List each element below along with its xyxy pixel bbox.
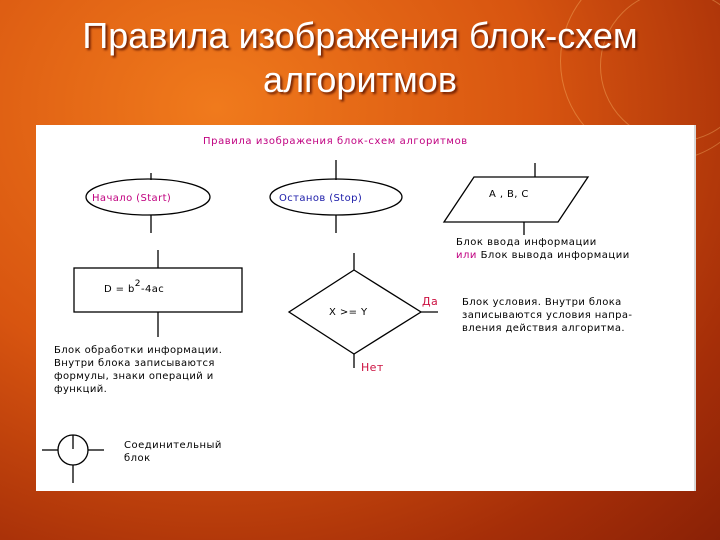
process-description-line: Блок обработки информации. [54, 345, 223, 356]
slide-title [0, 14, 720, 102]
process-description-line: формулы, знаки операций и [54, 371, 214, 382]
diagram-header: Правила изображения блок-схем алгоритмов [203, 136, 468, 147]
process-description-line: Внутри блока записываются [54, 358, 215, 369]
io-block-text: А , В, С [489, 189, 529, 200]
process-formula-rest: -4ac [140, 284, 165, 295]
decision-no-label: Нет [361, 361, 384, 374]
io-description-line1: Блок ввода информации [456, 237, 597, 248]
connector-description-line: блок [124, 453, 151, 464]
io-description-output: Блок вывода информации [476, 250, 630, 261]
start-label: Начало (Start) [92, 193, 172, 204]
process-formula [104, 279, 164, 295]
decision-description-line: вления действия алгоритма. [462, 323, 625, 334]
stop-label: Останов (Stop) [279, 193, 363, 204]
io-description-or: или [456, 250, 477, 261]
process-formula-main: D = b [104, 284, 135, 295]
slide-title-line1: Правила изображения блок-схем [82, 15, 638, 56]
process-formula-exponent: 2 [134, 279, 141, 289]
decision-description-line: Блок условия. Внутри блока [462, 297, 622, 308]
slide-title-line2: алгоритмов [263, 59, 457, 100]
io-description-line2 [456, 250, 630, 261]
connector-description-line: Соединительный [124, 440, 222, 451]
decision-description-line: записываются условия напра- [462, 310, 633, 321]
process-description-line: функций. [54, 384, 108, 395]
decision-condition: X >= Y [329, 307, 368, 318]
flowchart-rules-diagram [36, 125, 694, 491]
decision-yes-label: Да [422, 295, 439, 308]
flowchart-rules-panel [36, 125, 696, 491]
